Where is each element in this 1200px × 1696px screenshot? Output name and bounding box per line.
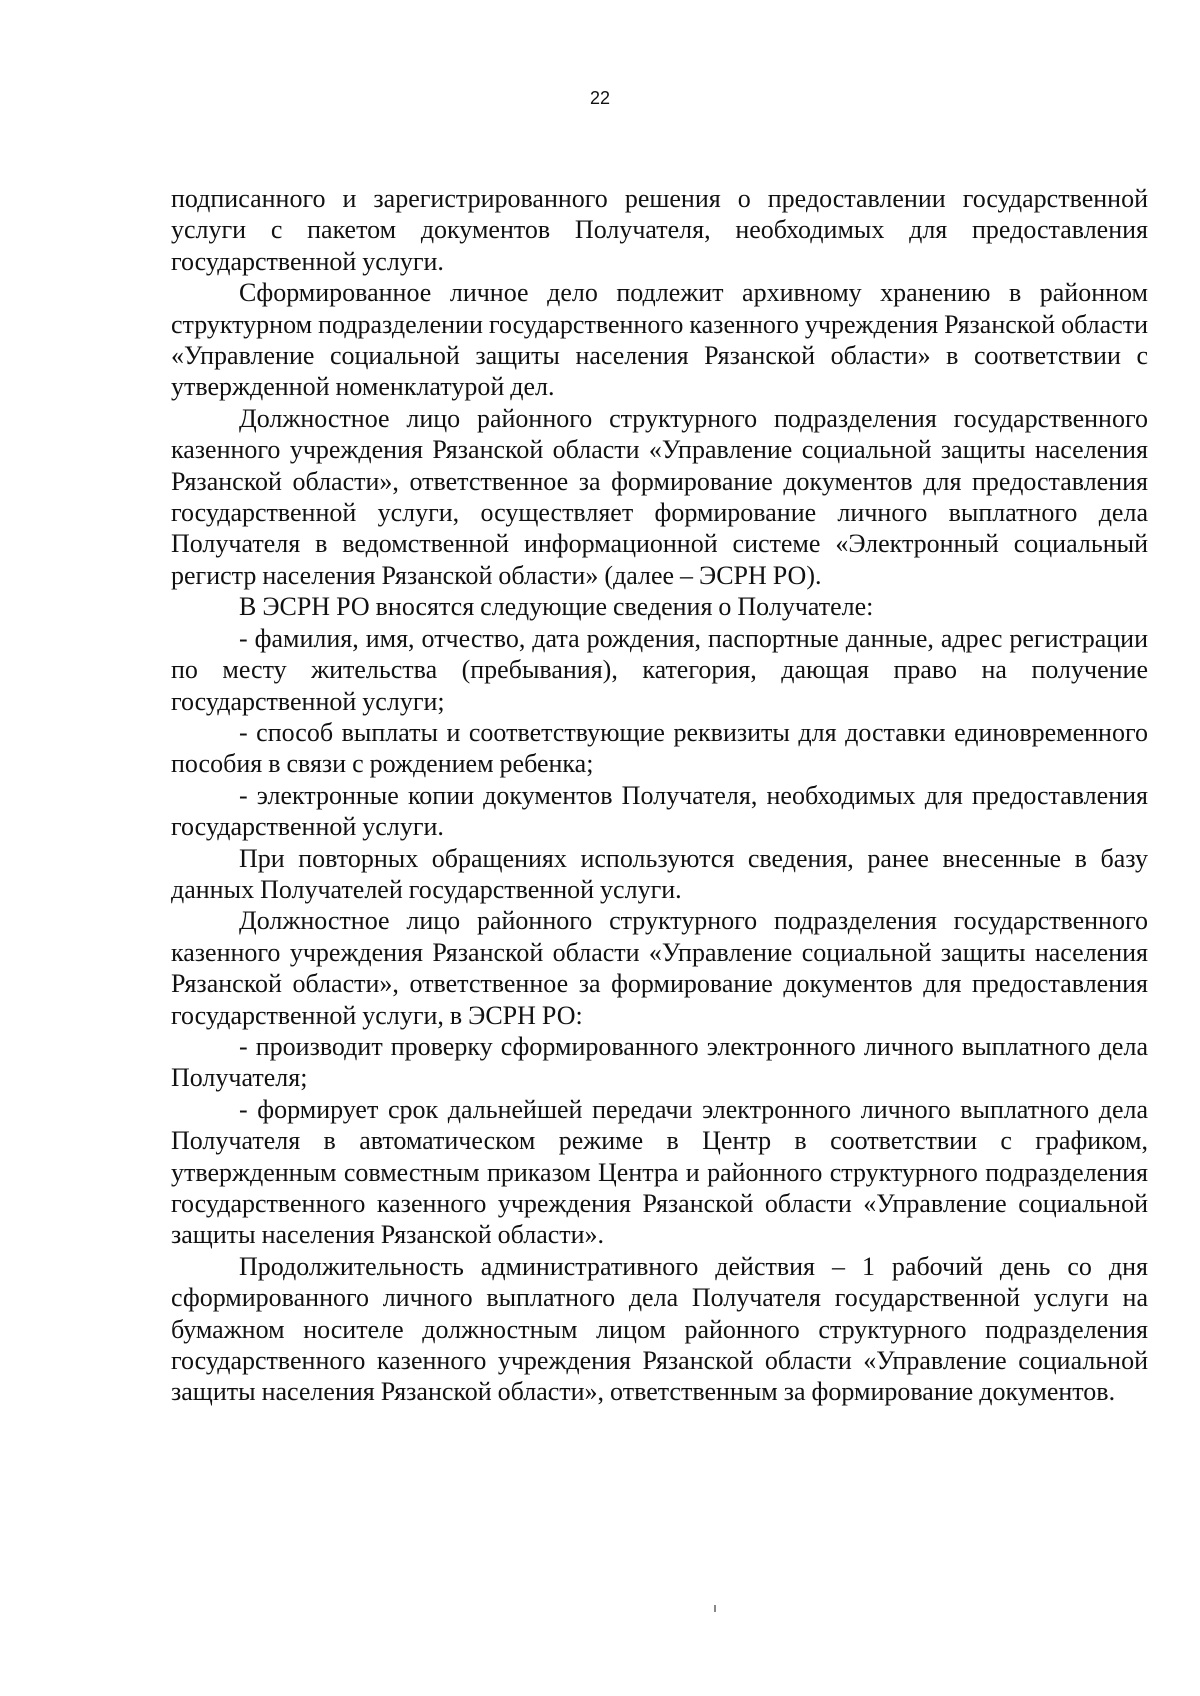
paragraph: В ЭСРН РО вносятся следующие сведения о Получателе: — [239, 592, 874, 622]
paragraph: Продолжительность административного действия – 1 рабочий день со дня сформированного личного выплатного дела Получателя государственной услуги на бумажном носителе должностным лицом районного структурного подразделения государственного казенного учреждения Рязанской области «Управление социальной защиты населения Рязанской области», ответственным за формирование документов. — [171, 1251, 1148, 1407]
paragraph: Должностное лицо районного структурного подразделения государственного казенного учреждения Рязанской области «Управление социальной защиты населения Рязанской области», ответственное за формирование документов для предоставления государственной услуги, осуществляет формирование личного выплатного дела Получателя в ведомственной информационной системе «Электронный социальный регистр населения Рязанской области» (далее – ЭСРН РО). — [171, 403, 1148, 590]
scan-speck — [714, 1605, 716, 1612]
list-item: - формирует срок дальнейшей передачи электронного личного выплатного дела Получателя в автоматическом режиме в Центр в соответствии с графиком, утвержденным совместным приказом Центра и районного структурного подразделения государственного казенного учреждения Рязанской области «Управление социальной защиты населения Рязанской области». — [171, 1094, 1148, 1250]
page-number: 22 — [589, 88, 611, 108]
paragraph: подписанного и зарегистрированного решения о предоставлении государственной услуги с пакетом документов Получателя, необходимых для предоставления государственной услуги. — [171, 184, 1148, 276]
document-body — [171, 183, 1148, 1408]
list-item: - производит проверку сформированного электронного личного выплатного дела Получателя; — [171, 1031, 1148, 1093]
list-item: - фамилия, имя, отчество, дата рождения, паспортные данные, адрес регистрации по месту жительства (пребывания), категория, дающая право на получение государственной услуги; — [171, 623, 1148, 716]
list-item: - электронные копии документов Получателя, необходимых для предоставления государственной услуги. — [171, 780, 1148, 842]
paragraph: Сформированное личное дело подлежит архивному хранению в районном структурном подразделении государственного казенного учреждения Рязанской области «Управление социальной защиты населения Рязанской области» в соответствии с утвержденной номенклатурой дел. — [171, 278, 1148, 402]
paragraph: При повторных обращениях используются сведения, ранее внесенные в базу данных Получателей государственной услуги. — [171, 843, 1148, 904]
list-item: - способ выплаты и соответствующие реквизиты для доставки единовременного пособия в связи с рождением ребенка; — [171, 717, 1148, 779]
paragraph: Должностное лицо районного структурного подразделения государственного казенного учреждения Рязанской области «Управление социальной защиты населения Рязанской области», ответственное за формирование документов для предоставления государственной услуги, в ЭСРН РО: — [171, 906, 1148, 1030]
